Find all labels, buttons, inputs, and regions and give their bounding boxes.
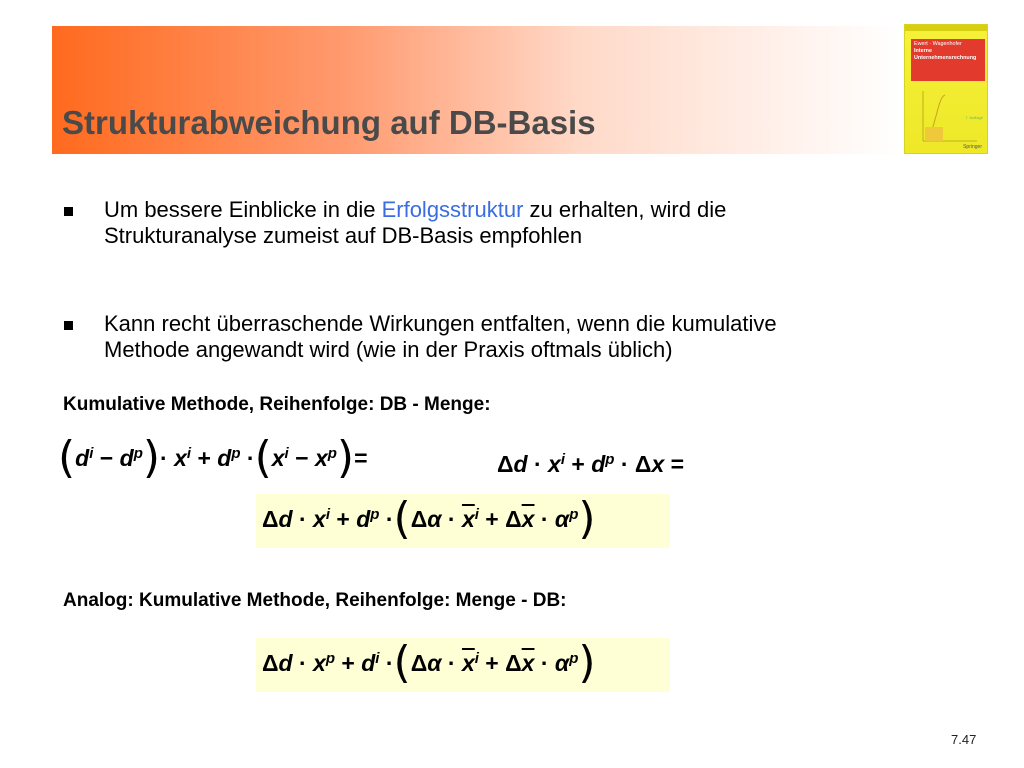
- book-cover-top-band: [905, 25, 987, 31]
- bullet-item-2: [64, 311, 1004, 363]
- bullet-item-1: [64, 197, 1004, 249]
- bullet-1-text-after: zu erhalten, wird die: [523, 197, 727, 222]
- bullet-2-line1: Kann recht überraschende Wirkungen entfalten, wenn die kumulative: [104, 311, 777, 336]
- bullet-1-text-before: Um bessere Einblicke in die: [104, 197, 382, 222]
- slide-title: Strukturabweichung auf DB-Basis: [62, 104, 596, 141]
- book-title-line2: Unternehmensrechnung: [914, 55, 977, 61]
- bullet-square-icon: [64, 321, 73, 330]
- book-cover-label: [911, 39, 985, 81]
- book-cover-image: [905, 25, 987, 153]
- book-edition: 7. Auflage: [965, 115, 983, 120]
- cumulative-heading: Kumulative Methode, Reihenfolge: DB - Menge:: [63, 394, 491, 415]
- page-number: 7.47: [951, 732, 977, 747]
- formula-menge-db: $\Delta d \cdot x^p + d^i \cdot(\Delta\alpha \cdot \overline{x}^i + \Delta\overline{x} \cdot \alpha^p)$: [262, 637, 596, 688]
- bullet-1-line2: Strukturanalyse zumeist auf DB-Basis empfohlen: [104, 223, 583, 248]
- bullet-square-icon: [64, 207, 73, 216]
- formula-line-1: $(d^i - d^p)\cdot x^i + d^p \cdot(x^i - x^p)=$: [58, 432, 368, 483]
- book-author: Ewert · Wagenhofer: [914, 41, 962, 47]
- bullet-1-highlight: Erfolgsstruktur: [381, 197, 524, 222]
- book-publisher: Springer: [963, 144, 982, 150]
- bullet-2-line2: Methode angewandt wird (wie in der Praxis oftmals üblich): [104, 337, 673, 362]
- bullet-text-1: [104, 197, 1004, 249]
- analog-heading: Analog: Kumulative Methode, Reihenfolge: Menge - DB:: [63, 590, 567, 611]
- book-title-line1: Interne: [914, 48, 932, 54]
- formula-db-menge: $\Delta d \cdot x^i + d^p \cdot(\Delta\alpha \cdot \overline{x}^i + \Delta\overline{x} \cdot \alpha^p)$: [262, 493, 596, 544]
- bullet-text-2: [104, 311, 1004, 363]
- formula-line-1-result: $\Delta d \cdot x^i + d^p \cdot \Delta x$ =: [497, 450, 685, 477]
